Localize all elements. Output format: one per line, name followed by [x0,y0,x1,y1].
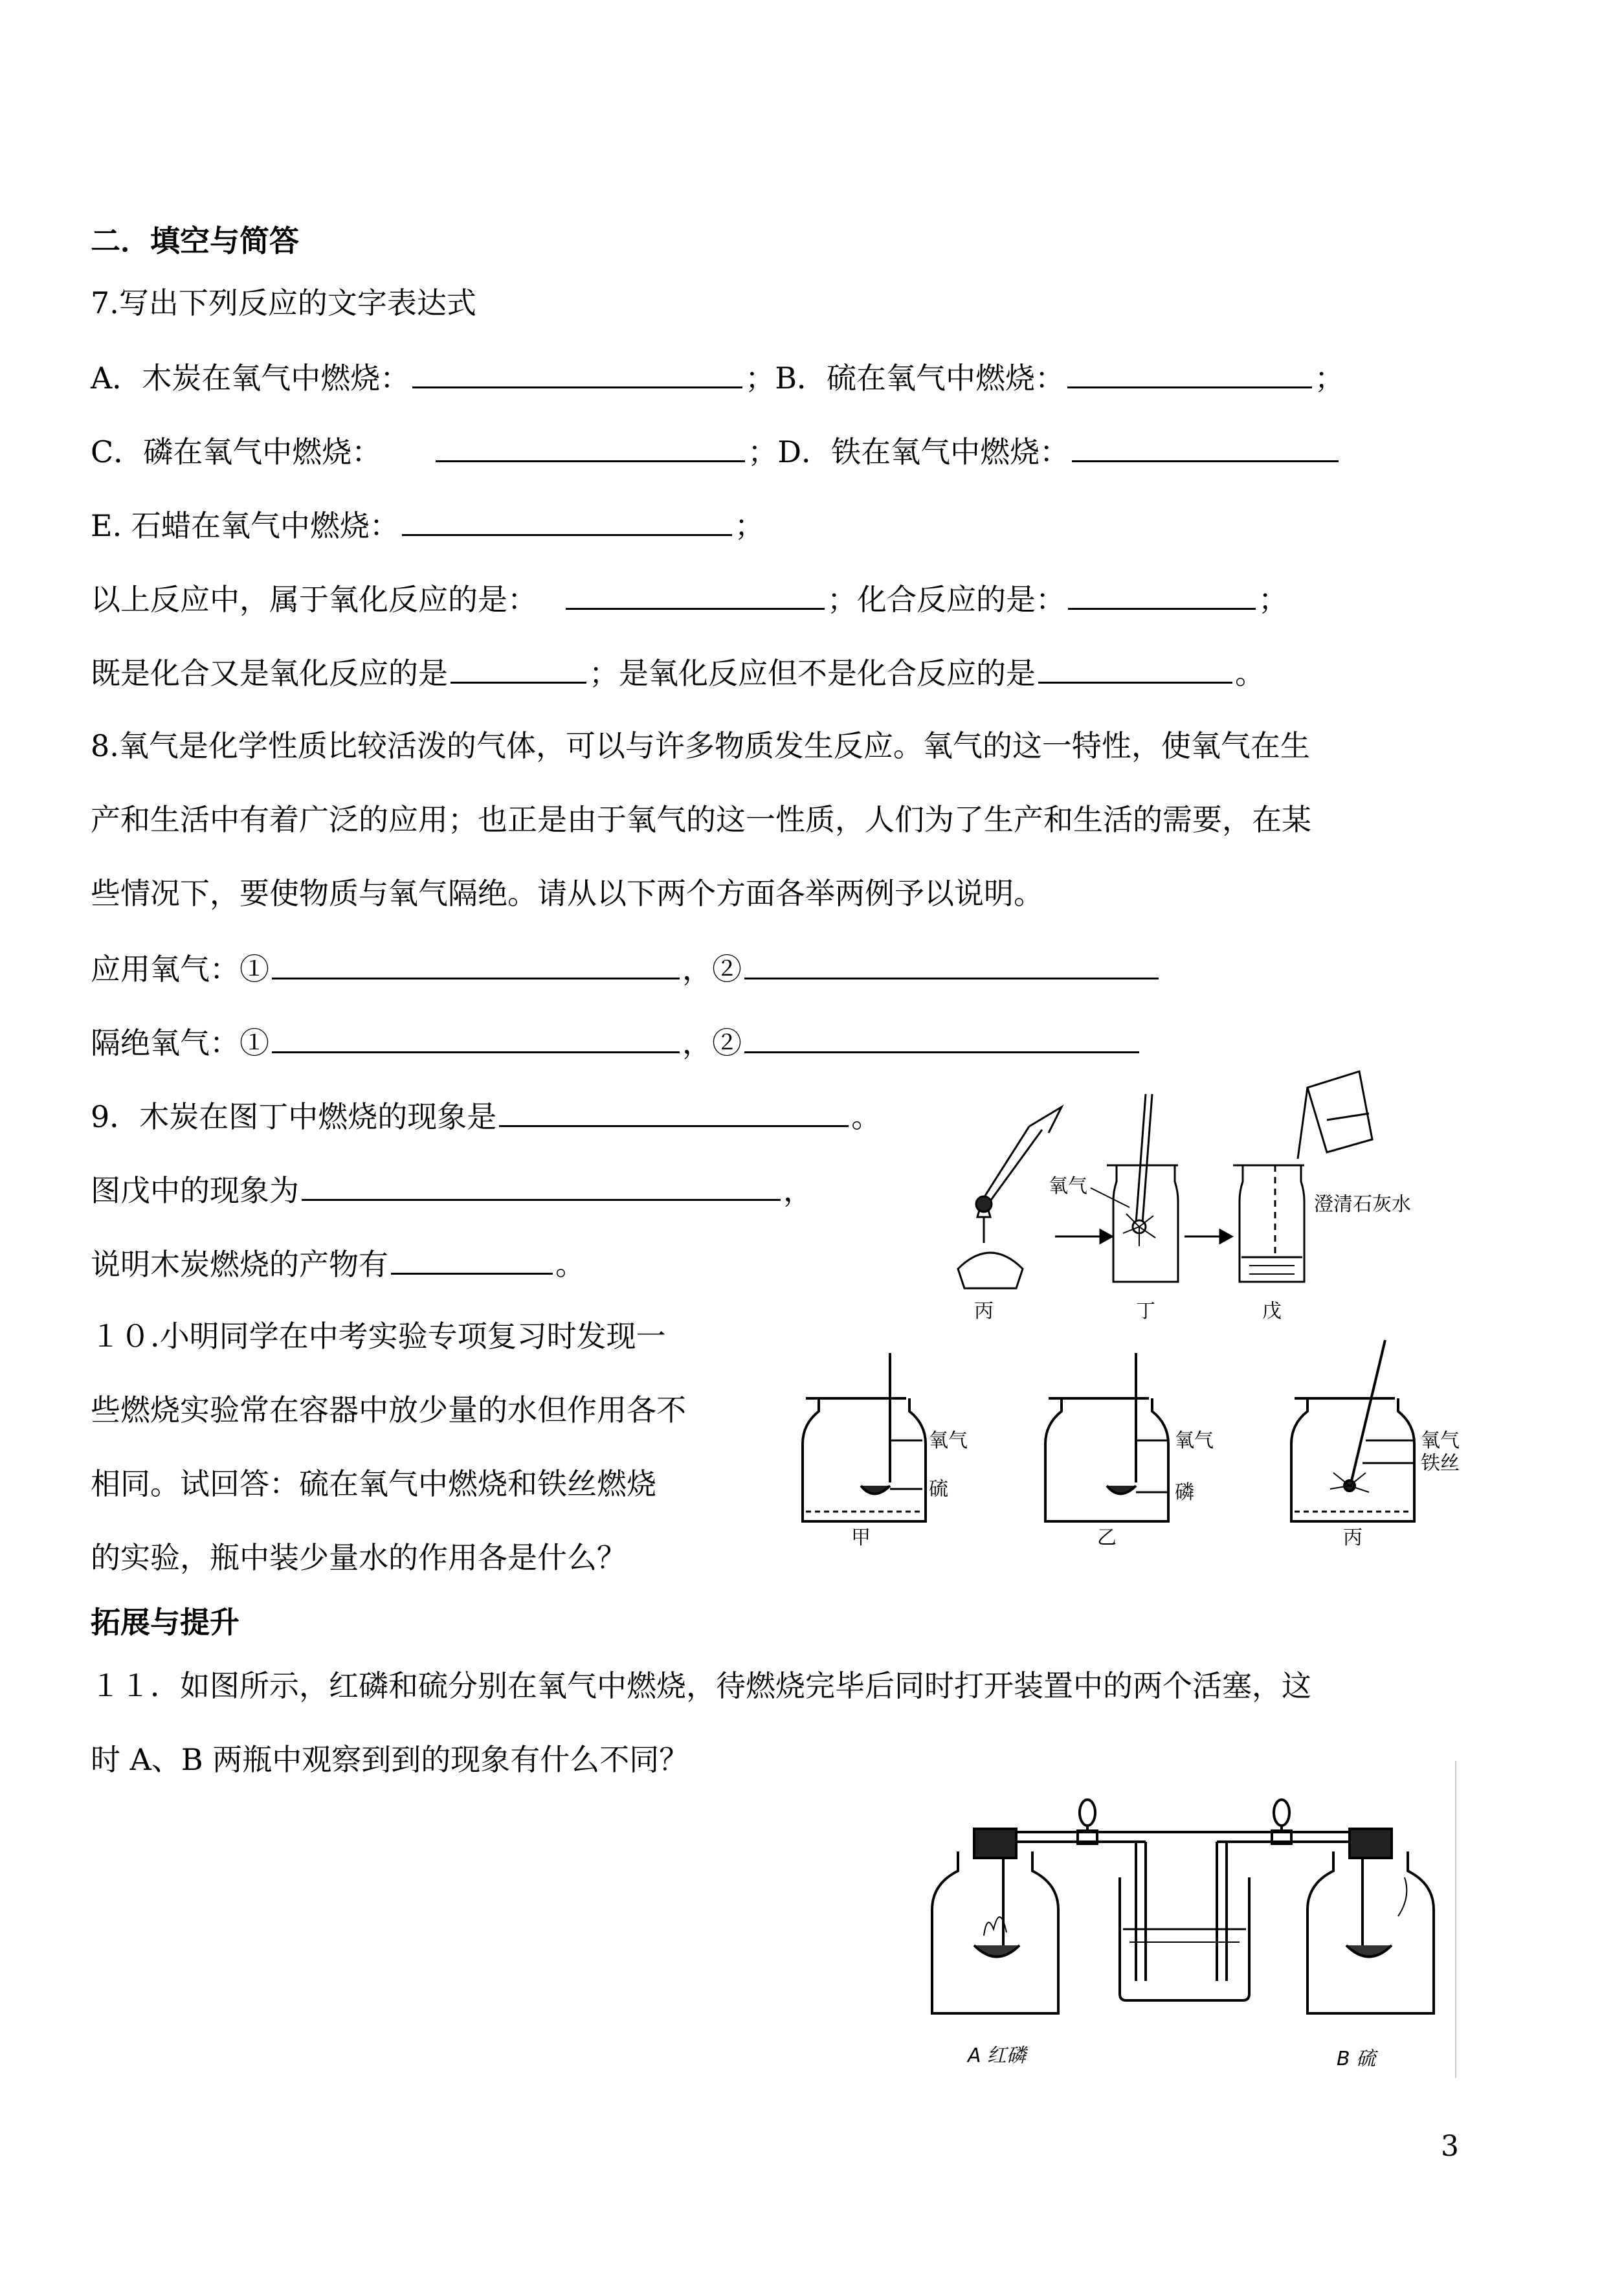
q7-row-classify2 [91,653,1265,691]
q11-line1: １１．如图所示，红磷和硫分别在氧气中燃烧，待燃烧完毕后同时打开装置中的两个活塞，这 [91,1668,1311,1703]
q9-line1 [91,1097,881,1135]
q8-apply-label: 应用氧气：① [91,952,269,987]
q7-e-end: ； [734,508,764,543]
q7-comb-end: ； [1258,582,1288,617]
q10-oxygen-label-yi: 氧气 [1175,1429,1214,1452]
q9-limewater-label: 澄清石灰水 [1314,1193,1411,1216]
q7-title: 7.写出下列反应的文字表达式 [91,285,476,320]
q8-isolate-blank-2[interactable] [744,1023,1139,1053]
q8-line2: 产和生活中有着广泛的应用；也正是由于氧气的这一性质，人们为了生产和生活的需要，在某 [91,802,1311,837]
q9-line2 [91,1170,813,1209]
q7-d-blank[interactable] [1072,432,1339,462]
q9-oxygen-label: 氧气 [1049,1175,1087,1198]
q9-figure-svg [945,1068,1437,1321]
jar-ding [1091,1094,1178,1282]
q9-blank-3[interactable] [391,1244,553,1275]
q7-both-label: 既是化合又是氧化反应的是 [91,656,448,691]
jar-wu [1233,1071,1372,1282]
q9-label-wu: 戊 [1262,1300,1282,1321]
extension-heading: 拓展与提升 [91,1605,239,1640]
q7-combination-blank[interactable] [1068,579,1256,610]
q7-b-label: ；B．硫在氧气中燃烧： [745,361,1065,396]
q10-phosphorus-label: 磷 [1175,1481,1194,1504]
arrow-2 [1185,1230,1232,1243]
q7-b-end: ； [1315,361,1345,396]
q10-label-bing: 丙 [1343,1527,1363,1547]
q7-oxid-only-label: ；是氧化反应但不是化合反应的是 [589,656,1036,691]
q10-line1: １０.小明同学在中考实验专项复习时发现一 [91,1319,666,1354]
q7-oxidation-blank[interactable] [566,579,825,610]
q7-row-ab [91,358,1344,396]
jar-bing [1291,1340,1414,1521]
q9-line2-end: ， [783,1173,813,1208]
q7-c-label: C．磷在氧气中燃烧： [91,434,382,469]
q9-line1-text: 9．木炭在图丁中燃烧的现象是 [91,1099,497,1134]
q9-blank-2[interactable] [302,1170,781,1201]
q9-line3 [91,1244,585,1282]
q10-iron-wire-label: 铁丝 [1421,1452,1460,1475]
arrow-1 [1055,1230,1112,1243]
q10-line4: 的实验，瓶中装少量水的作用各是什么？ [91,1540,627,1575]
q10-label-jia: 甲 [851,1527,871,1547]
q11-figure [906,1774,1463,2078]
q11-line2: 时 A、B 两瓶中观察到到的现象有什么不同？ [91,1742,689,1777]
q8-line1: 8.氧气是化学性质比较活泼的气体，可以与许多物质发生反应。氧气的这一特性，使氧气在生 [91,728,1310,763]
q7-row-classify1 [91,579,1288,618]
q8-apply-row [91,949,1161,987]
q8-apply-sep: ，② [682,952,742,987]
jar-jia [803,1353,926,1521]
q9-label-bing: 丙 [974,1300,994,1321]
q7-a-label: A．木炭在氧气中燃烧： [91,361,410,396]
q7-a-blank[interactable] [412,358,742,388]
q10-label-yi: 乙 [1097,1527,1117,1547]
section-heading: 二．填空与简答 [91,223,299,258]
q9-line1-end: 。 [851,1099,882,1134]
page-number: 3 [1441,2130,1459,2163]
q7-d-label: ；D．铁在氧气中燃烧： [748,434,1070,469]
q9-line3-text: 说明木炭燃烧的产物有 [91,1247,388,1282]
q10-sulfur-label: 硫 [929,1478,948,1501]
figure-edge-line [1455,1761,1456,2078]
q8-isolate-sep: ，② [682,1025,742,1060]
q7-both-blank[interactable] [450,653,586,684]
q7-oxidation-label: 以上反应中，属于氧化反应的是： [91,582,537,617]
q11-figure-svg [906,1774,1463,2078]
q8-isolate-row [91,1023,1142,1061]
q11-label-a: A 红磷 [968,2044,1027,2067]
q7-oxid-only-blank[interactable] [1038,653,1232,684]
q9-line3-end: 。 [555,1247,585,1282]
q11-label-b: B 硫 [1337,2048,1376,2070]
q10-oxygen-label-bing: 氧气 [1421,1429,1460,1452]
q8-isolate-blank-1[interactable] [272,1023,680,1053]
q8-apply-blank-1[interactable] [272,949,680,979]
q9-line2-text: 图戊中的现象为 [91,1173,299,1208]
q10-line3: 相同。试回答：硫在氧气中燃烧和铁丝燃烧 [91,1466,656,1501]
q9-label-ding: 丁 [1136,1300,1155,1321]
q7-e-label: E. 石蜡在氧气中燃烧： [91,508,399,543]
q8-isolate-label: 隔绝氧气：① [91,1025,269,1060]
q7-e-blank[interactable] [402,506,732,536]
q7-end: 。 [1235,656,1265,691]
q7-row-e [91,506,764,544]
q7-combination-label: ；化合反应的是： [827,582,1065,617]
q7-b-blank[interactable] [1067,358,1312,388]
q9-blank-1[interactable] [499,1097,849,1127]
q10-figure-svg [796,1334,1476,1547]
q8-line3: 些情况下，要使物质与氧气隔绝。请从以下两个方面各举两例予以说明。 [91,876,1043,911]
q10-oxygen-label-jia: 氧气 [929,1429,968,1452]
jar-yi [1045,1353,1168,1521]
alcohol-lamp [958,1107,1062,1288]
q10-line2: 些燃烧实验常在容器中放少量的水但作用各不 [91,1393,686,1427]
q10-figure [796,1334,1476,1547]
q9-figure [945,1068,1437,1321]
q7-c-blank[interactable] [436,432,745,462]
q7-row-cd [91,432,1341,470]
q8-apply-blank-2[interactable] [744,949,1159,979]
